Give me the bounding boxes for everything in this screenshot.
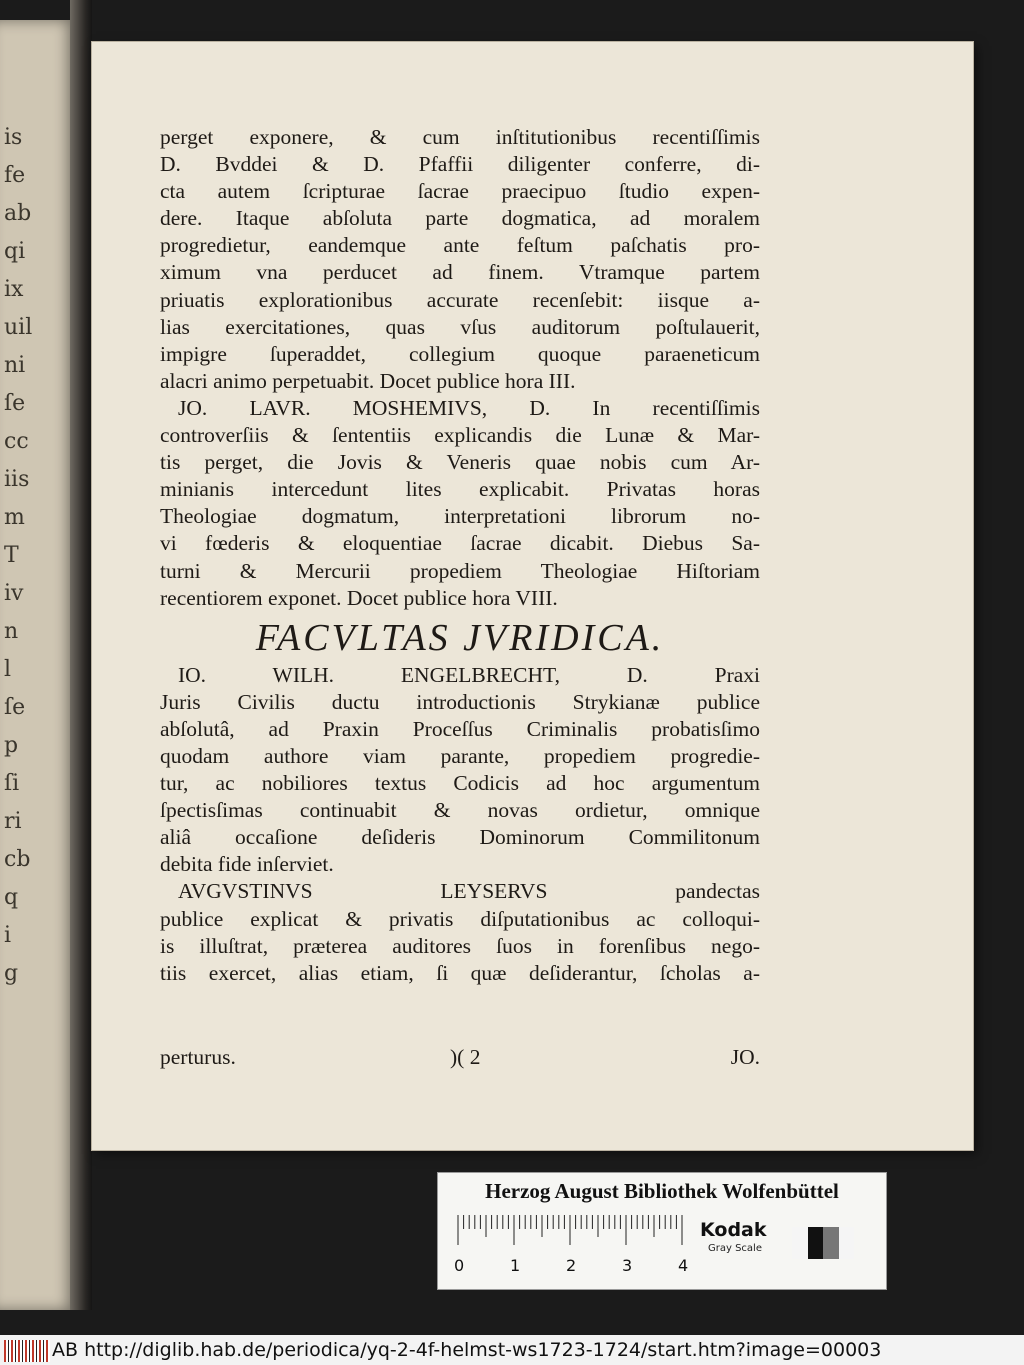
section-heading: FACVLTAS JVRIDICA. (255, 616, 665, 659)
signature-mark: )( 2 (450, 1045, 481, 1069)
adjacent-page-fragment: is (4, 125, 23, 150)
text-line: is illuſtrat, præterea auditores ſuos in forenſibus nego- (160, 933, 760, 958)
adjacent-page-fragment: m (4, 505, 25, 530)
text-line: Juris Civilis ductu introductionis Strykianæ publice (160, 689, 760, 714)
text-line: ximum vna perducet ad finem. Vtramque partem (160, 260, 760, 285)
text-line: cta autem ſcripturae ſacrae praecipuo ſtudio expen- (160, 179, 760, 204)
ruler-number: 1 (510, 1256, 521, 1275)
adjacent-page-fragment: ſi (4, 771, 20, 796)
text-line: debita fide inſerviet. (160, 852, 334, 877)
library-name: Herzog August Bibliothek Wolfenbüttel (485, 1179, 839, 1203)
gray-scale-patches (792, 1227, 854, 1259)
ruler-number: 2 (566, 1256, 577, 1275)
text-line: vi fœderis & eloquentiae ſacrae dicabit. Diebus Sa- (160, 531, 760, 556)
ruler-number: 3 (622, 1256, 633, 1275)
kodak-brand: Kodak (700, 1219, 767, 1241)
text-line: abſolutâ, ad Praxin Proceſſus Criminalis probatisſimo (160, 716, 760, 741)
adjacent-page-fragment: uil (4, 315, 33, 340)
text-line: Theologiae dogmatum, interpretationi librorum no- (160, 504, 760, 529)
text-line: impigre ſuperaddet, collegium quoque paraeneticum (160, 341, 760, 366)
adjacent-page-edge (0, 20, 78, 1310)
barcode-icon (4, 1340, 50, 1362)
adjacent-page-fragment: cc (4, 429, 29, 454)
source-url-bar (0, 1335, 1024, 1365)
adjacent-page-fragment: cb (4, 847, 31, 872)
adjacent-page-fragment: fe (4, 163, 26, 188)
text-line: publice explicat & privatis diſputationibus ac colloqui- (160, 906, 760, 931)
text-line: tis perget, die Jovis & Veneris quae nobis cum Ar- (160, 450, 760, 475)
catchword-left: perturus. (160, 1045, 236, 1069)
adjacent-page-fragment: p (4, 733, 19, 758)
ruler-number: 0 (454, 1256, 465, 1275)
page-text (160, 124, 760, 987)
text-line: AVGVSTINVS LEYSERVS pandectas (178, 879, 760, 904)
adjacent-page-fragment: ri (4, 809, 22, 834)
adjacent-page-fragment: qi (4, 239, 26, 264)
catchword-right: JO. (730, 1045, 760, 1069)
text-line: JO. LAVR. MOSHEMIVS, D. In recentiſſimis (178, 395, 760, 420)
adjacent-page-fragment: ab (4, 201, 32, 226)
adjacent-page-fragment: l (4, 657, 12, 682)
gray-scale-label: Gray Scale (708, 1243, 762, 1254)
text-line: lias exercitationes, quas vſus auditorum poſtulauerit, (160, 314, 760, 339)
ruler-number: 4 (678, 1256, 689, 1275)
text-line: progredietur, eandemque ante feſtum paſchatis pro- (160, 233, 760, 258)
source-url[interactable]: http://diglib.hab.de/periodica/yq-2-4f-helmst-ws1723-1724/start.htm?image=00003 (84, 1339, 882, 1361)
text-line: quodam authore viam parante, propediem progredie- (160, 743, 760, 768)
text-line: aliâ occaſione deſideris Dominorum Commilitonum (160, 825, 760, 850)
ruler-numbers (448, 1256, 688, 1280)
text-line: controverſiis & ſententiis explicandis die Lunæ & Mar- (160, 423, 760, 448)
text-line: IO. WILH. ENGELBRECHT, D. Praxi (178, 662, 760, 687)
text-line: turni & Mercurii propediem Theologiae Hiſtoriam (160, 558, 760, 583)
text-line: perget exponere, & cum inſtitutionibus recentiſſimis (160, 125, 760, 149)
book-gutter (70, 0, 92, 1310)
text-line: dere. Itaque abſoluta parte dogmatica, ad moralem (160, 206, 760, 231)
text-block-law (160, 662, 760, 987)
scanned-page (92, 42, 973, 1150)
adjacent-page-fragment: T (4, 543, 19, 568)
text-line: tur, ac nobiliores textus Codicis ad hoc argumentum (160, 771, 760, 796)
text-line: minianis intercedunt lites explicabit. Privatas horas (160, 477, 760, 502)
url-prefix: AB (52, 1339, 79, 1361)
adjacent-page-fragment: i (4, 923, 12, 948)
text-block-theology (160, 124, 760, 612)
text-line: ſpectisſimas continuabit & novas ordietur, omnique (160, 798, 760, 823)
adjacent-page-fragment: ſe (4, 695, 26, 720)
text-line: tiis exercet, alias etiam, ſi quæ deſiderantur, ſcholas a- (160, 960, 760, 985)
text-line: D. Bvddei & D. Pfaffii diligenter conferre, di- (160, 152, 760, 177)
adjacent-page-fragment: iis (4, 467, 30, 492)
text-line: alacri animo perpetuabit. Docet publice hora III. (160, 368, 576, 393)
adjacent-page-fragment: ix (4, 277, 24, 302)
adjacent-page-fragment: q (4, 885, 19, 910)
adjacent-page-fragment: iv (4, 581, 24, 606)
adjacent-page-fragment: ſe (4, 391, 26, 416)
scale-ruler (452, 1215, 692, 1251)
adjacent-page-fragment: g (4, 961, 19, 986)
text-line: recentiorem exponet. Docet publice hora VIII. (160, 585, 558, 610)
text-line: priuatis explorationibus accurate recenſebit: iisque a- (160, 287, 760, 312)
adjacent-page-fragment: n (4, 619, 19, 644)
adjacent-page-fragment: ni (4, 353, 26, 378)
archive-label (437, 1172, 887, 1290)
